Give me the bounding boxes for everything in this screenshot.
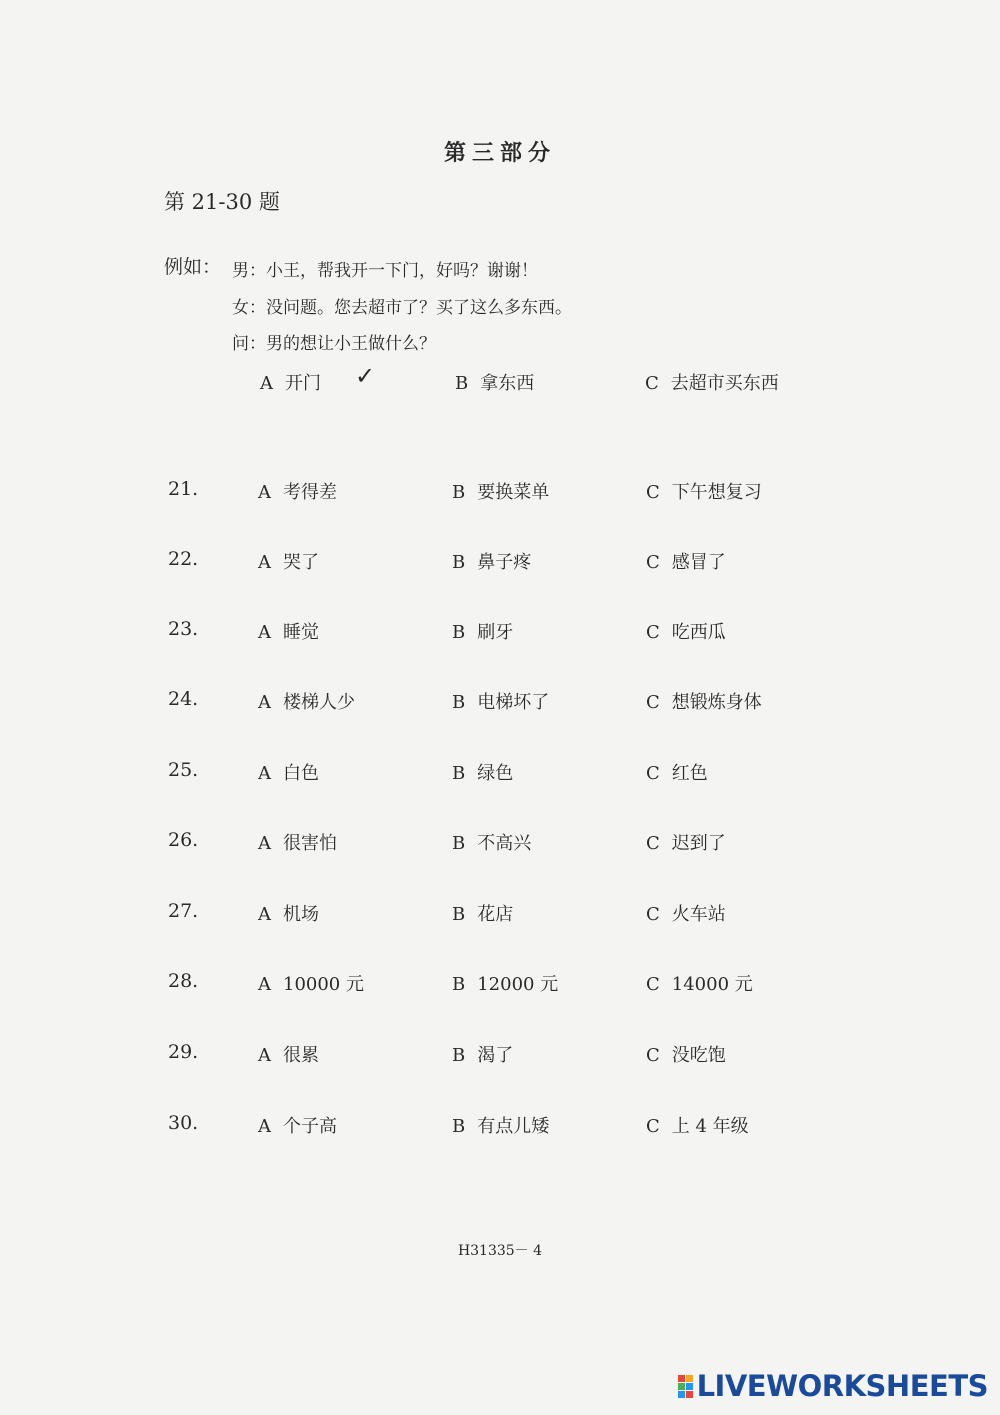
option-c[interactable]: C 感冒了 bbox=[646, 552, 726, 573]
question-number: 29. bbox=[168, 1041, 199, 1063]
option-c[interactable]: C 吃西瓜 bbox=[646, 622, 726, 643]
question-number: 24. bbox=[168, 688, 199, 710]
option-a[interactable]: A 楼梯人少 bbox=[258, 692, 355, 713]
option-b[interactable]: B 不高兴 bbox=[452, 833, 532, 854]
option-b[interactable]: B 绿色 bbox=[452, 763, 514, 784]
page-code: H31335－ 4 bbox=[457, 1243, 543, 1259]
option-b[interactable]: B 花店 bbox=[452, 904, 514, 925]
question-number: 25. bbox=[168, 759, 199, 781]
option-c[interactable]: C 没吃饱 bbox=[646, 1045, 726, 1066]
option-c[interactable]: C 下午想复习 bbox=[646, 482, 762, 503]
check-mark-icon: ✓ bbox=[355, 362, 376, 390]
option-a[interactable]: A 很累 bbox=[258, 1045, 319, 1066]
option-b[interactable]: B 要换菜单 bbox=[452, 482, 550, 503]
option-a[interactable]: A 考得差 bbox=[258, 482, 337, 503]
option-c[interactable]: C 火车站 bbox=[646, 904, 726, 925]
example-label: 例如： bbox=[164, 256, 222, 278]
example-line-question: 问：男的想让小王做什么？ bbox=[232, 334, 436, 354]
option-b[interactable]: B 有点儿矮 bbox=[452, 1116, 550, 1137]
section-title: 第三部分 bbox=[443, 140, 556, 166]
option-a[interactable]: A 个子高 bbox=[258, 1116, 337, 1137]
option-b[interactable]: B 鼻子疼 bbox=[452, 552, 532, 573]
question-number: 28. bbox=[168, 970, 199, 992]
question-number: 26. bbox=[168, 829, 199, 851]
option-c[interactable]: C 14000 元 bbox=[646, 974, 753, 995]
question-number: 27. bbox=[168, 900, 199, 922]
example-line-woman: 女：没问题。您去超市了？买了这么多东西。 bbox=[232, 298, 572, 318]
example-option-b: B 拿东西 bbox=[455, 373, 535, 394]
question-number: 22. bbox=[168, 548, 199, 570]
question-number: 21. bbox=[168, 478, 199, 500]
option-c[interactable]: C 上 4 年级 bbox=[646, 1116, 749, 1137]
brand-name: LIVEWORKSHEETS bbox=[696, 1369, 988, 1403]
question-number: 23. bbox=[168, 618, 199, 640]
example-line-man: 男：小王，帮我开一下门，好吗？谢谢！ bbox=[232, 261, 538, 281]
liveworksheets-logo bbox=[678, 1369, 988, 1403]
option-a[interactable]: A 睡觉 bbox=[258, 622, 319, 643]
option-a[interactable]: A 机场 bbox=[258, 904, 319, 925]
option-a[interactable]: A 白色 bbox=[258, 763, 319, 784]
example-option-a: A 开门 bbox=[260, 373, 321, 394]
option-b[interactable]: B 渴了 bbox=[452, 1045, 514, 1066]
option-b[interactable]: B 12000 元 bbox=[452, 974, 559, 995]
option-b[interactable]: B 刷牙 bbox=[452, 622, 514, 643]
option-a[interactable]: A 10000 元 bbox=[258, 974, 364, 995]
option-c[interactable]: C 迟到了 bbox=[646, 833, 726, 854]
logo-icon bbox=[678, 1375, 693, 1398]
question-range: 第 21-30 题 bbox=[164, 190, 280, 214]
option-c[interactable]: C 红色 bbox=[646, 763, 708, 784]
example-option-c: C 去超市买东西 bbox=[645, 373, 779, 394]
option-a[interactable]: A 哭了 bbox=[258, 552, 319, 573]
question-number: 30. bbox=[168, 1112, 199, 1134]
option-a[interactable]: A 很害怕 bbox=[258, 833, 337, 854]
option-c[interactable]: C 想锻炼身体 bbox=[646, 692, 762, 713]
option-b[interactable]: B 电梯坏了 bbox=[452, 692, 550, 713]
